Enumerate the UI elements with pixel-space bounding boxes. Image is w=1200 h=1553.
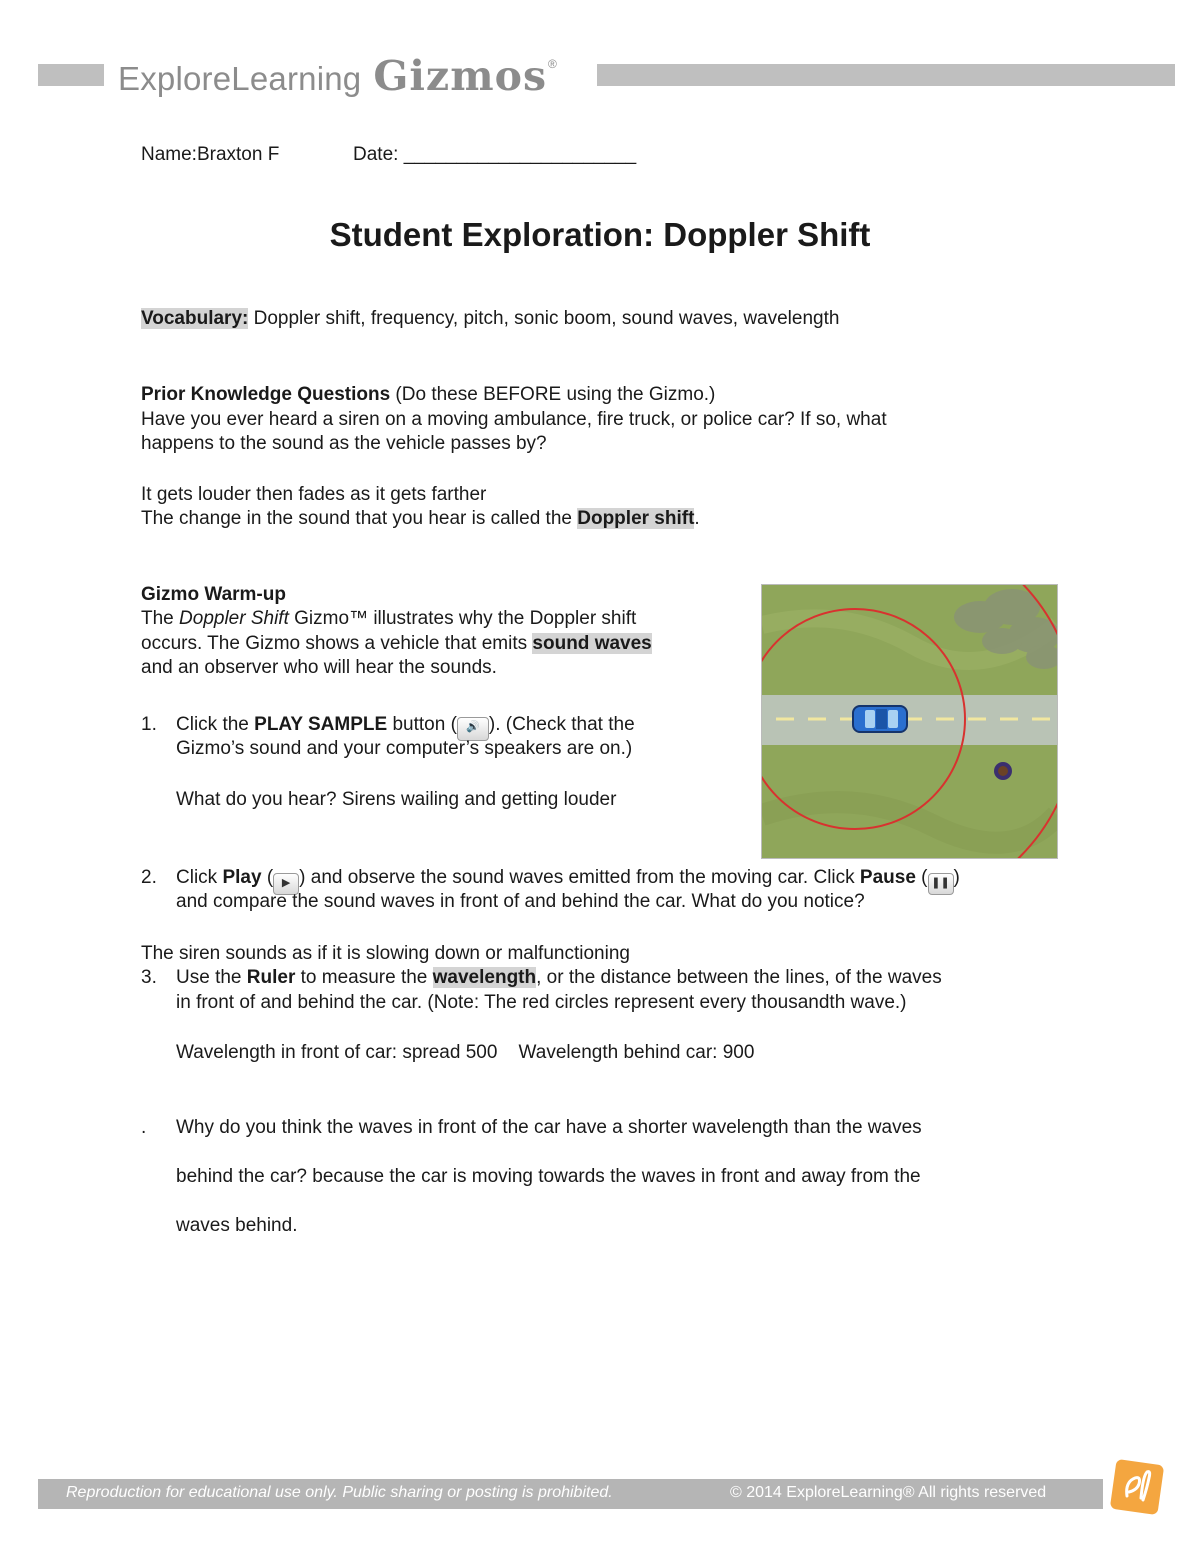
q1-line2: Gizmo’s sound and your computer’s speakers are on.) [176,738,633,759]
warmup-line2-pre: occurs. The Gizmo shows a vehicle that emits [141,633,533,654]
vocabulary-label: Vocabulary: [141,308,249,329]
q1-play-sample-label: PLAY SAMPLE [254,714,388,735]
play-icon[interactable]: ▶ [273,873,299,895]
q3-mid: to measure the [295,967,433,988]
q3-line1 [176,966,942,991]
q1-mid: button ( [387,714,457,735]
header-bar-right [597,64,1175,86]
q2-paren-open: ( [261,867,274,888]
warmup-line1-post: Gizmo™ illustrates why the Doppler shift [288,608,637,629]
prior-question-line1: Have you ever heard a siren on a moving ambulance, fire truck, or police car? If so, what [141,409,887,430]
doppler-shift-sentence [141,507,700,532]
warmup-heading [141,583,286,608]
q2-mid: ) and observe the sound waves emitted from the moving car. Click [299,867,860,888]
q2-answer: The siren sounds as if it is slowing down or malfunctioning [141,943,630,964]
footer-copyright: © 2014 ExploreLearning® All rights reserved [730,1484,1047,1501]
warmup-line1-pre: The [141,608,180,629]
q2-play-label: Play [222,867,262,888]
brand-logo [118,52,557,102]
car [853,706,907,732]
q2-paren-close: ) [953,867,960,888]
q3-ruler-label: Ruler [246,967,296,988]
q4-line3: waves behind. [176,1215,298,1236]
date-field: Date: ______________________ [353,144,637,165]
q1-answer: What do you hear? Sirens wailing and getting louder [176,789,617,810]
name-field: Name:Braxton F [141,144,280,165]
header-bar-left [38,64,104,86]
q3-line2: in front of and behind the car. (Note: The red circles represent every thousandth wave.) [176,992,907,1013]
warmup-line2 [141,632,652,657]
warmup-heading-text: Gizmo Warm-up [141,584,286,605]
doppler-scene [762,585,1057,858]
explorelearning-logo-icon [1107,1456,1167,1518]
pause-icon[interactable]: ❚❚ [928,873,954,895]
q1-number: 1. [141,714,157,735]
q2-pause-label: Pause [859,867,916,888]
q3-number: 3. [141,967,157,988]
footer-disclaimer: Reproduction for educational use only. Public sharing or posting is prohibited. [66,1484,613,1501]
q3-answer: Wavelength in front of car: spread 500 Wavelength behind car: 900 [176,1042,755,1063]
vocabulary-line [141,307,839,332]
prior-knowledge-note: (Do these BEFORE using the Gizmo.) [390,384,716,405]
gizmo-screenshot [761,584,1058,859]
q3-pre: Use the [176,967,247,988]
warmup-line1 [141,607,636,632]
prior-answer: It gets louder then fades as it gets farther [141,484,487,505]
warmup-line3: and an observer who will hear the sounds. [141,657,497,678]
wavelength-term: wavelength [432,967,537,988]
q2-paren-open-2: ( [915,867,928,888]
q2-number: 2. [141,867,157,888]
warmup-gizmo-name: Doppler Shift [179,608,289,629]
page-title: Student Exploration: Doppler Shift [329,216,871,253]
doppler-sentence-pre: The change in the sound that you hear is called the [141,508,578,529]
q4-line1: Why do you think the waves in front of the car have a shorter wavelength than the waves [176,1117,922,1138]
prior-knowledge-heading: Prior Knowledge Questions [141,384,391,405]
sound-waves-term: sound waves [532,633,652,654]
q2-pre: Click [176,867,223,888]
prior-question-line2: happens to the sound as the vehicle passes by? [141,433,547,454]
brand-explorelearning: ExploreLearning [118,60,362,97]
q4-line2: behind the car? because the car is moving towards the waves in front and away from the [176,1166,921,1187]
q3-post: , or the distance between the lines, of the waves [536,967,942,988]
q1-post: ). (Check that the [488,714,635,735]
q2-line2: and compare the sound waves in front of and behind the car. What do you notice? [176,891,865,912]
q1-pre: Click the [176,714,255,735]
doppler-shift-term: Doppler shift [577,508,695,529]
vocabulary-terms: Doppler shift, frequency, pitch, sonic boom, sound waves, wavelength [248,308,840,329]
observer-person [994,762,1012,780]
speaker-icon[interactable]: 🔊 [457,717,489,741]
brand-registered-mark: ® [548,57,557,71]
prior-knowledge-heading-line [141,383,715,408]
doppler-sentence-post: . [694,508,700,529]
brand-gizmos: Gizmos [373,52,548,100]
q4-number: . [141,1117,147,1138]
